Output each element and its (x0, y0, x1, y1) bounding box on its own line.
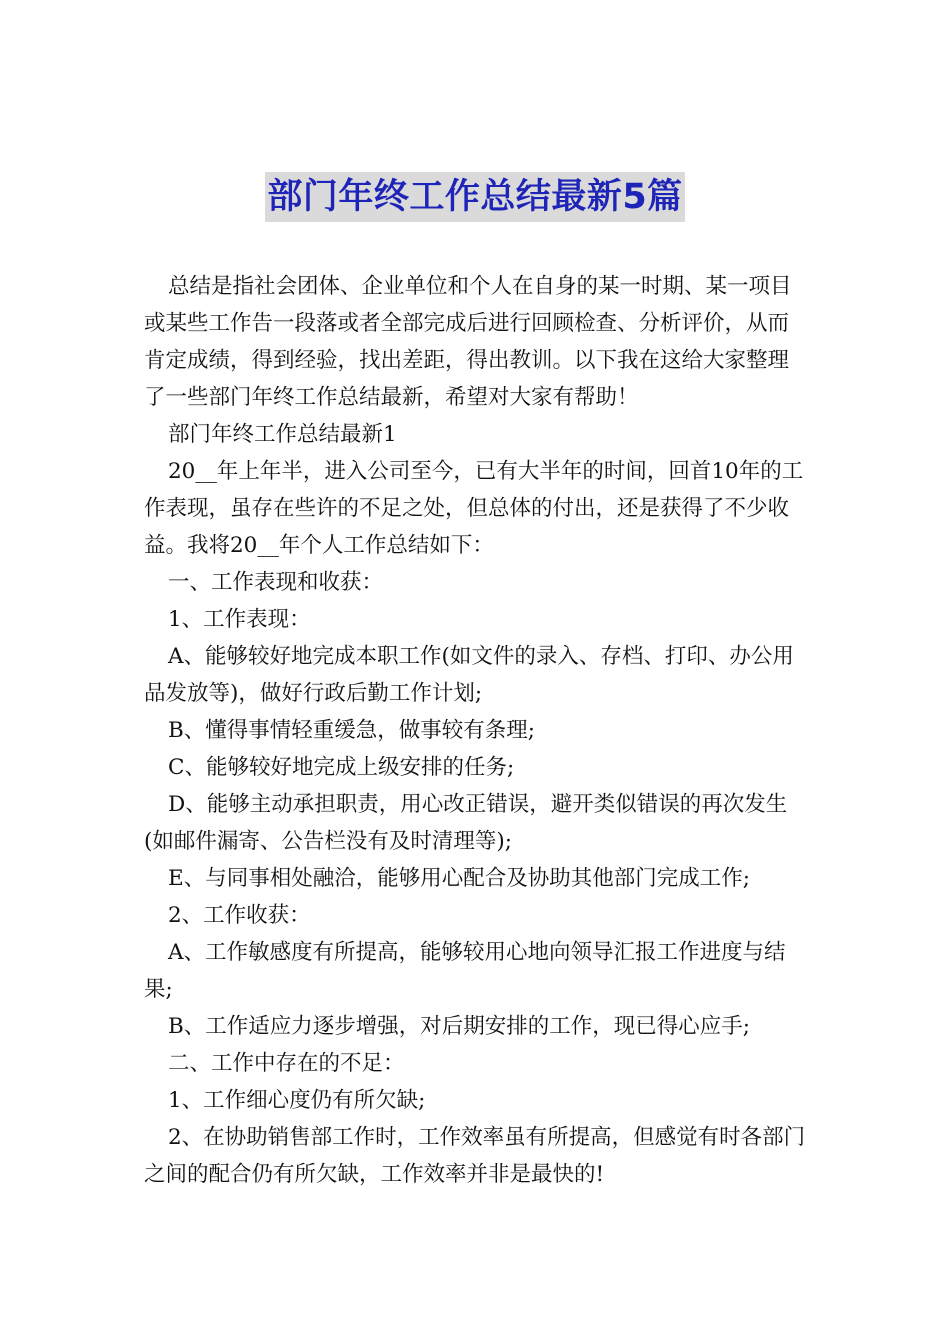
list-item: A、工作敏感度有所提高，能够较用心地向领导汇报工作进度与结果; (144, 940, 786, 1002)
title-container (0, 172, 950, 222)
section-heading: 一、工作表现和收获： (168, 570, 384, 595)
list-item: B、工作适应力逐步增强，对后期安排的工作，现已得心应手; (168, 1014, 751, 1039)
section-heading: 部门年终工作总结最新1 (168, 422, 397, 447)
document-body (144, 268, 806, 1193)
intro-paragraph: 总结是指社会团体、企业单位和个人在自身的某一时期、某一项目或某些工作告一段落或者全部完成后进行回顾检查、分析评价，从而肯定成绩，得到经验，找出差距，得出教训。以下我在这给大家整理了一些部门年终工作总结最新，希望对大家有帮助！ (144, 274, 792, 410)
list-item: D、能够主动承担职责，用心改正错误，避开类似错误的再次发生(如邮件漏寄、公告栏没有及时清理等); (144, 792, 788, 854)
paragraph: 20__年上年半，进入公司至今，已有大半年的时间，回首10年的工作表现，虽存在些许的不足之处，但总体的付出，还是获得了不少收益。我将20__年个人工作总结如下： (144, 459, 804, 558)
subsection-heading: 1、工作表现： (168, 607, 311, 632)
list-item: E、与同事相处融洽，能够用心配合及协助其他部门完成工作; (168, 866, 750, 891)
list-item: 2、在协助销售部工作时，工作效率虽有所提高，但感觉有时各部门之间的配合仍有所欠缺，工作效率并非是最快的! (144, 1125, 806, 1187)
list-item: A、能够较好地完成本职工作(如文件的录入、存档、打印、办公用品发放等)，做好行政后勤工作计划; (144, 644, 794, 706)
list-item: 1、工作细心度仍有所欠缺; (168, 1088, 426, 1113)
subsection-heading: 2、工作收获： (168, 903, 311, 928)
list-item: B、懂得事情轻重缓急，做事较有条理; (168, 718, 536, 743)
document-title: 部门年终工作总结最新5篇 (265, 172, 684, 222)
list-item: C、能够较好地完成上级安排的任务; (168, 755, 515, 780)
section-heading: 二、工作中存在的不足： (168, 1051, 405, 1076)
